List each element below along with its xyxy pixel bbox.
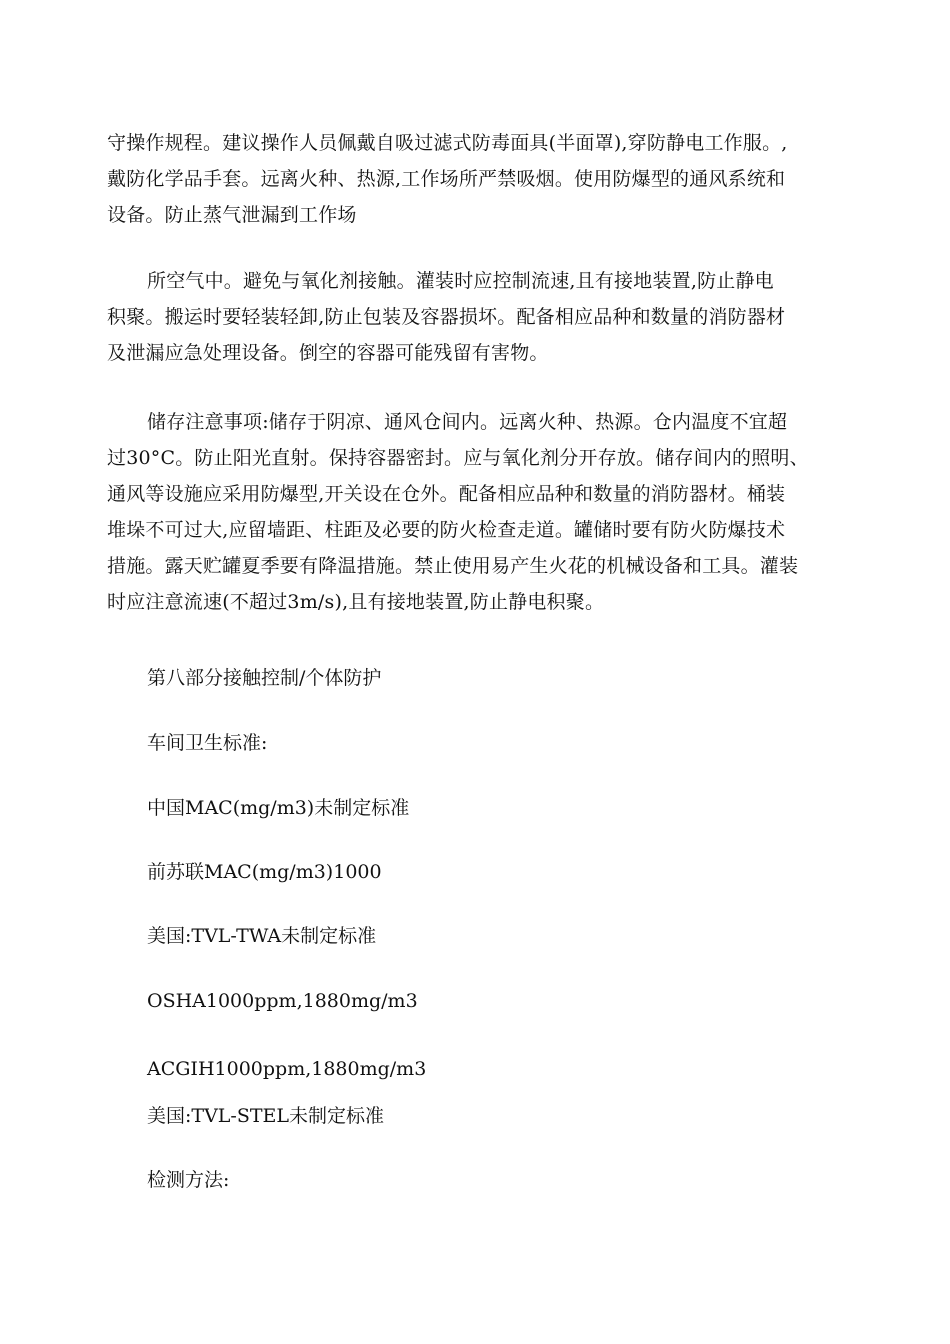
text-line: 戴防化学品手套。远离火种、热源,工作场所严禁吸烟。使用防爆型的通风系统和 bbox=[107, 168, 786, 190]
paragraph-handling-precautions-part2 bbox=[107, 263, 842, 371]
text-line: 所空气中。避免与氧化剂接触。灌装时应控制流速,且有接地装置,防止静电 bbox=[147, 270, 774, 292]
detection-method-label: 检测方法: bbox=[147, 1169, 230, 1191]
china-mac-value: 中国MAC(mg/m3)未制定标准 bbox=[147, 797, 410, 819]
text-line: 堆垛不可过大,应留墙距、柱距及必要的防火检查走道。罐储时要有防火防爆技术 bbox=[107, 519, 786, 541]
text-line: 及泄漏应急处理设备。倒空的容器可能残留有害物。 bbox=[107, 342, 549, 364]
text-line: 积聚。搬运时要轻装轻卸,防止包装及容器损坏。配备相应品种和数量的消防器材 bbox=[107, 306, 786, 328]
text-line: 时应注意流速(不超过3m/s),且有接地装置,防止静电积聚。 bbox=[107, 591, 605, 613]
acgih-value: ACGIH1000ppm,1880mg/m3 bbox=[147, 1058, 427, 1080]
osha-value: OSHA1000ppm,1880mg/m3 bbox=[147, 990, 418, 1012]
ussr-mac-value: 前苏联MAC(mg/m3)1000 bbox=[147, 861, 382, 883]
text-line: 储存注意事项:储存于阴凉、通风仓间内。远离火种、热源。仓内温度不宜超 bbox=[147, 411, 788, 433]
paragraph-handling-precautions-continued bbox=[107, 125, 842, 233]
us-tvl-stel-value: 美国:TVL-STEL未制定标准 bbox=[147, 1105, 385, 1127]
text-line: 措施。露天贮罐夏季要有降温措施。禁止使用易产生火花的机械设备和工具。灌装 bbox=[107, 555, 799, 577]
section-heading: 第八部分接触控制/个体防护 bbox=[147, 667, 382, 689]
text-line: 过30°C。防止阳光直射。保持容器密封。应与氧化剂分开存放。储存间内的照明、 bbox=[107, 447, 809, 469]
text-line: 守操作规程。建议操作人员佩戴自吸过滤式防毒面具(半面罩),穿防静电工作服。, bbox=[107, 132, 788, 154]
text-line: 设备。防止蒸气泄漏到工作场 bbox=[107, 204, 357, 226]
workshop-standard-label: 车间卫生标准: bbox=[147, 732, 268, 754]
text-line: 通风等设施应采用防爆型,开关设在仓外。配备相应品种和数量的消防器材。桶装 bbox=[107, 483, 786, 505]
us-tvl-twa-value: 美国:TVL-TWA未制定标准 bbox=[147, 925, 377, 947]
paragraph-storage-precautions bbox=[107, 404, 842, 620]
